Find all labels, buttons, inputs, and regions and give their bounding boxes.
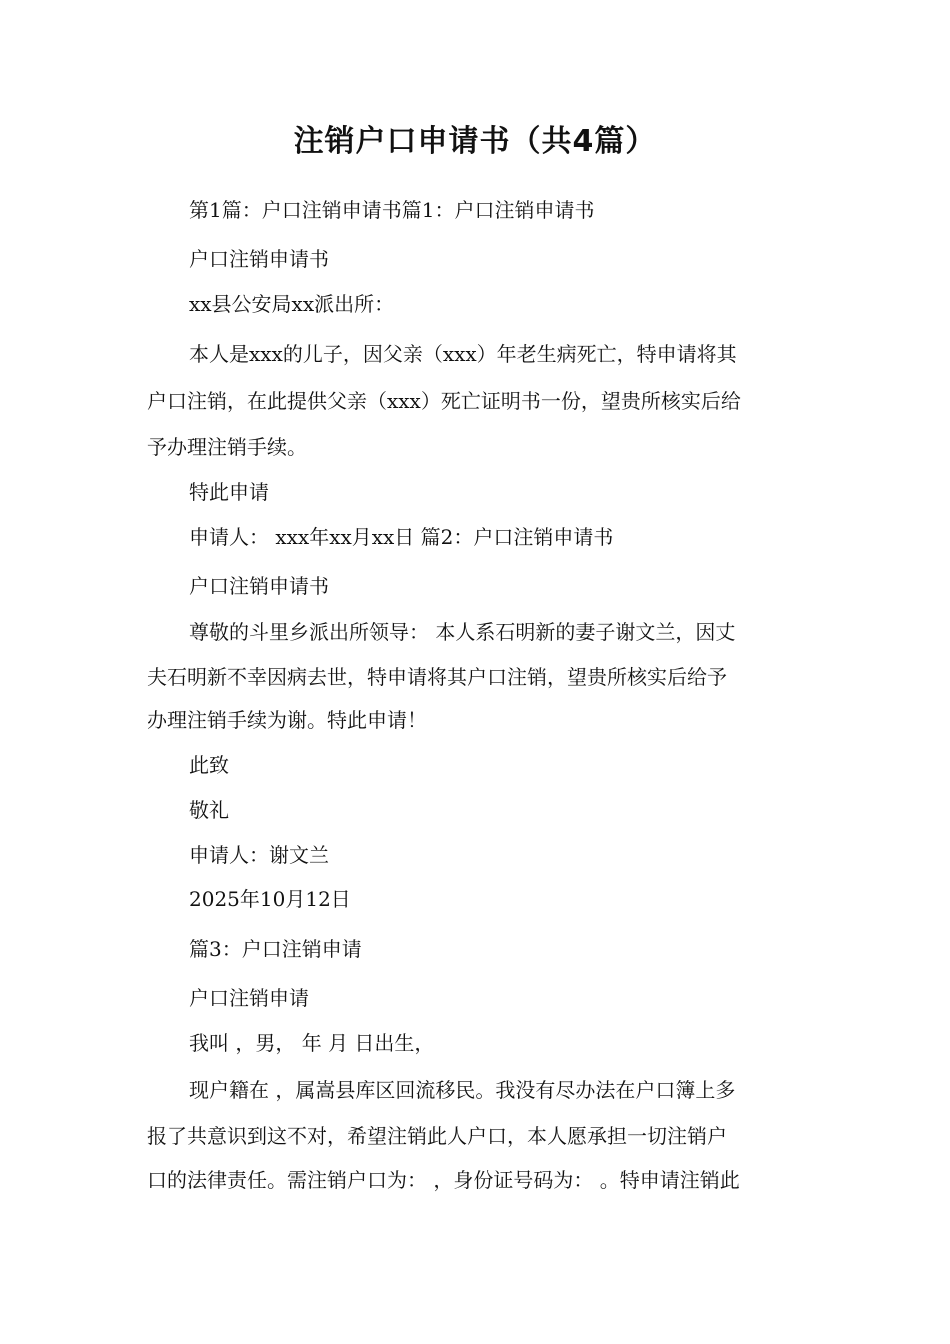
text-line: 户口注销，在此提供父亲（xxx）死亡证明书一份，望贵所核实后给 <box>147 389 741 413</box>
text-line: 夫石明新不幸因病去世，特申请将其户口注销，望贵所核实后给予 <box>147 665 727 689</box>
text-line: 第1篇：户口注销申请书篇1：户口注销申请书 <box>189 198 595 222</box>
text-line: 予办理注销手续。 <box>147 435 307 459</box>
text-line: 户口注销申请书 <box>189 247 329 271</box>
document-title: 注销户口申请书（共4篇） <box>293 124 657 159</box>
text-line: 申请人： xxx年xx月xx日 篇2：户口注销申请书 <box>189 525 614 549</box>
text-line: 办理注销手续为谢。特此申请！ <box>147 708 427 732</box>
text-line: 此致 <box>189 753 229 777</box>
text-line: 本人是xxx的儿子，因父亲（xxx）年老生病死亡，特申请将其 <box>189 342 737 366</box>
text-line: 2025年10月12日 <box>189 887 351 911</box>
text-line: 尊敬的斗里乡派出所领导： 本人系石明新的妻子谢文兰，因丈 <box>189 620 736 644</box>
text-line: 口的法律责任。需注销户口为： ，身份证号码为： 。特申请注销此 <box>147 1168 740 1192</box>
text-line: 户口注销申请 <box>189 986 309 1010</box>
text-line: xx县公安局xx派出所： <box>189 292 395 316</box>
text-line: 敬礼 <box>189 798 229 822</box>
text-line: 篇3：户口注销申请 <box>189 937 362 961</box>
text-line: 现户籍在 ，属嵩县库区回流移民。我没有尽办法在户口簿上多 <box>189 1078 736 1102</box>
text-line: 报了共意识到这不对，希望注销此人户口，本人愿承担一切注销户 <box>147 1124 727 1148</box>
text-line: 申请人：谢文兰 <box>189 843 329 867</box>
text-line: 特此申请 <box>189 480 269 504</box>
text-line: 户口注销申请书 <box>189 574 329 598</box>
text-line: 我叫 ，男， 年 月 日出生， <box>189 1031 435 1055</box>
